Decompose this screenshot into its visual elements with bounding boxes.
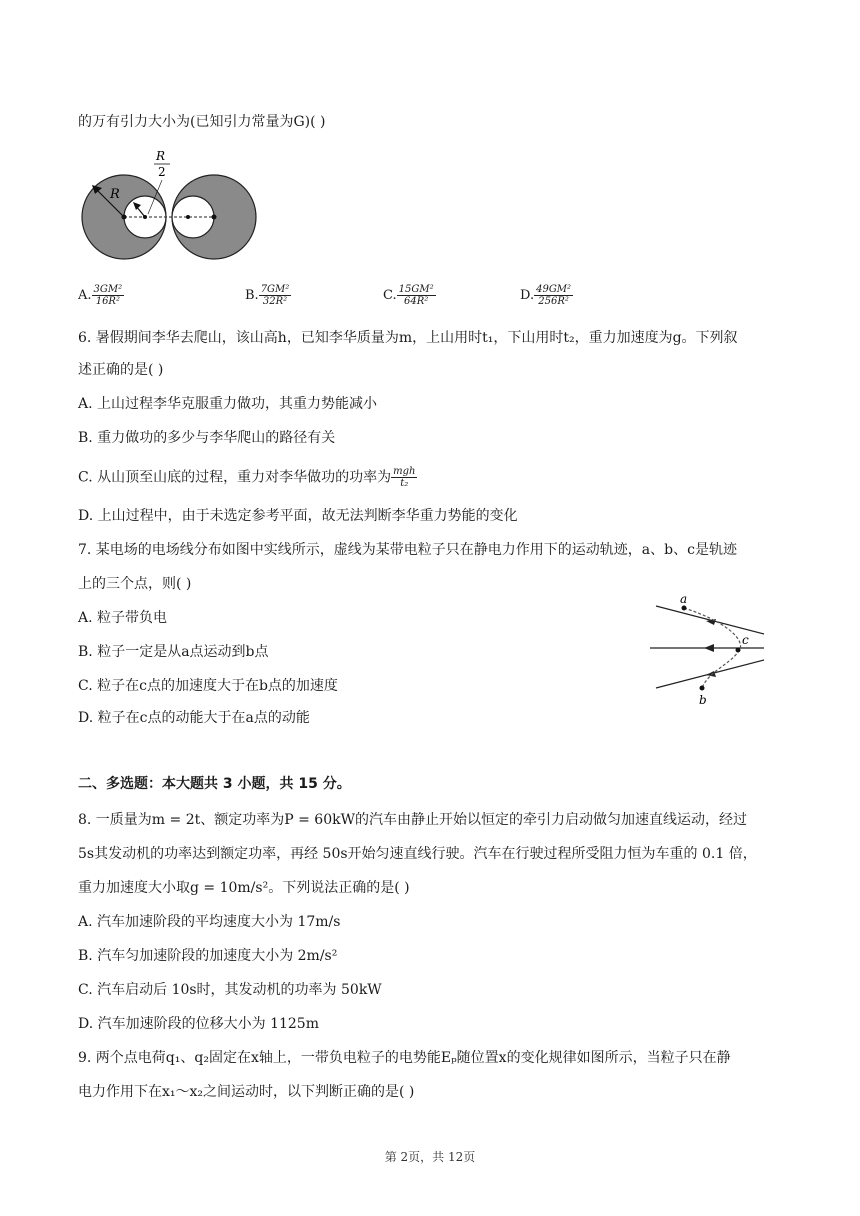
q5-figure [78,144,262,264]
q9-stem-line2: 电力作用下在x₁～x₂之间运动时，以下判断正确的是( ) [78,1084,415,1100]
q8-option-c: C. 汽车启动后 10s时，其发动机的功率为 50kW [78,982,382,998]
q5-label-half-den: 2 [158,165,166,179]
q8-option-b: B. 汽车匀加速阶段的加速度大小为 2m/s² [78,948,338,964]
q7-stem-line2: 上的三个点，则( ) [78,576,192,592]
q6-option-c: C. 从山顶至山底的过程，重力对李华做功的功率为 $\frac{\text{mgh}}{\text{t₂}}$ [78,466,416,489]
q7-figure [648,592,772,710]
q7-point-c: c [742,633,749,647]
q6-stem-line2: 述正确的是( ) [78,362,164,378]
q7-option-a: A. 粒子带负电 [78,610,168,626]
q7-point-b: b [699,693,707,707]
q8-stem-line3: 重力加速度大小取g = 10m/s²。下列说法正确的是( ) [78,880,410,896]
q8-stem-line1: 8. 一质量为m = 2t、额定功率为P = 60kW的汽车由静止开始以恒定的牵引力启动做匀加速直线运动，经过 [78,812,747,828]
q6-stem-line1: 6. 暑假期间李华去爬山，该山高h，已知李华质量为m，上山用时t₁，下山用时t₂，重力加速度为g。下列叙 [78,330,738,346]
q5-label-r: R [110,187,120,202]
q7-option-c: C. 粒子在c点的加速度大于在b点的加速度 [78,678,338,694]
q5-option-d: D. $\frac{\text{49GM²}}{\text{256R²}}$ [520,284,572,307]
q7-stem-line1: 7. 某电场的电场线分布如图中实线所示，虚线为某带电粒子只在静电力作用下的运动轨迹，a、b、c是轨迹 [78,542,737,558]
q6-option-d: D. 上山过程中，由于未选定参考平面，故无法判断李华重力势能的变化 [78,508,518,524]
q8-stem-line2: 5s其发动机的功率达到额定功率，再经 50s开始匀速直线行驶。汽车在行驶过程所受阻力恒为车重的 0.1 倍， [78,846,757,862]
q9-stem-line1: 9. 两个点电荷q₁、q₂固定在x轴上，一带负电粒子的电势能Eₚ随位置x的变化规律如图所示，当粒子只在静 [78,1050,731,1066]
section-heading-multiple-choice: 二、多选题：本大题共 3 小题，共 15 分。 [78,776,351,792]
page-footer: 第 2页，共 12页 [384,1150,476,1164]
q5-option-a: A. $\frac{\text{3GM²}}{\text{16R²}}$ [78,284,123,307]
q7-option-b: B. 粒子一定是从a点运动到b点 [78,644,269,660]
q5-option-c: C. $\frac{\text{15GM²}}{\text{64R²}}$ [383,284,434,307]
q6-option-a: A. 上山过程李华克服重力做功，其重力势能减小 [78,396,378,412]
q5-option-b: B. $\frac{\text{7GM²}}{\text{32R²}}$ [245,284,290,307]
q5-stem-tail: 的万有引力大小为(已知引力常量为G)( ) [78,114,326,130]
q7-point-a: a [680,592,688,606]
q7-option-d: D. 粒子在c点的动能大于在a点的动能 [78,710,310,726]
q6-option-b: B. 重力做功的多少与李华爬山的路径有关 [78,430,336,446]
q8-option-a: A. 汽车加速阶段的平均速度大小为 17m/s [78,914,341,930]
q8-option-d: D. 汽车加速阶段的位移大小为 1125m [78,1016,319,1032]
q5-label-half-num: R [156,149,166,163]
